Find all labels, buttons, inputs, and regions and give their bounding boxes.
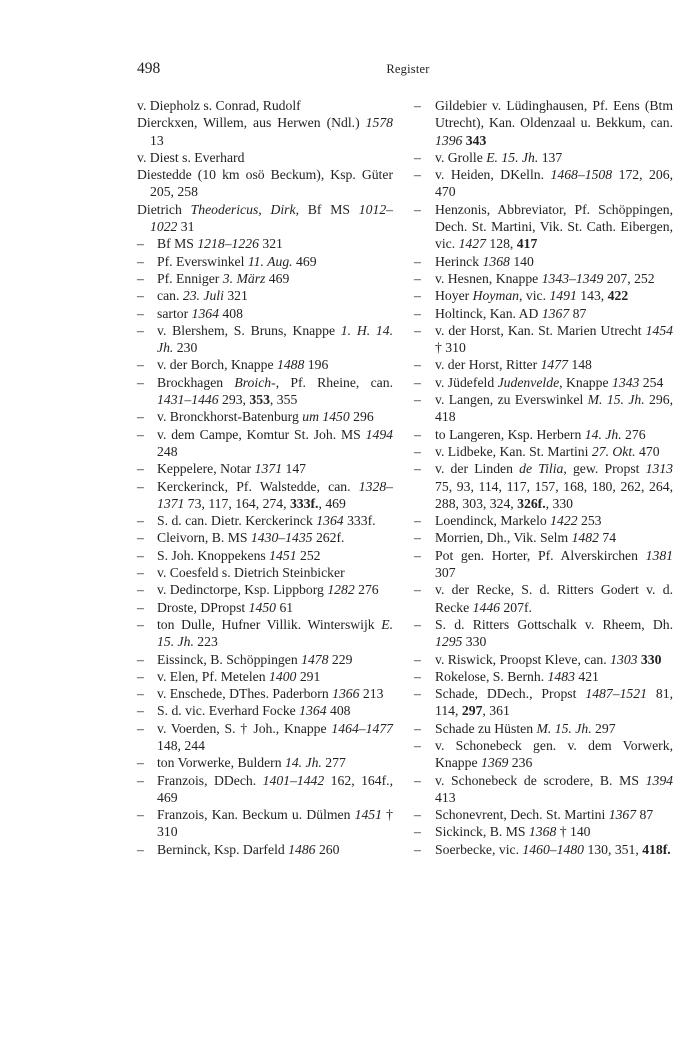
entry-text: Berninck, Ksp. Darfeld 1486 260 [157,841,340,857]
index-entry [414,270,673,287]
entry-text: v. Hesnen, Knappe 1343–1349 207, 252 [435,270,655,286]
entry-dash: – [414,357,421,373]
entry-text: to Langeren, Ksp. Herbern 14. Jh. 276 [435,426,646,442]
entry-text: Diestedde (10 km osö Beckum), Ksp. Güter 205, 258 [137,167,393,200]
entry-text: S. d. vic. Everhard Focke 1364 408 [157,703,351,719]
entry-text: v. der Recke, S. d. Ritters Godert v. d. Recke 1446 207f. [435,582,673,615]
entry-dash: – [414,582,421,598]
entry-text: Bf MS 1218–1226 321 [157,236,283,252]
entry-text: ton Dulle, Hufner Villik. Winterswijk E. 15. Jh. 223 [157,616,393,650]
entry-text: v. Diepholz s. Conrad, Rudolf [137,98,301,113]
index-entry [137,356,393,373]
entry-dash: – [137,530,144,546]
index-entry [137,685,393,702]
index-entry [414,166,673,201]
entry-dash: – [414,547,421,563]
entry-dash: – [414,98,421,113]
index-entry [137,374,393,409]
entry-dash: – [414,668,421,684]
entry-text: Herinck 1368 140 [435,253,534,269]
entry-dash: – [414,807,421,823]
entry-dash: – [414,201,421,217]
entry-text: Pf. Enniger 3. März 469 [157,270,290,286]
page-number: 498 [137,60,161,77]
index-entry [137,564,393,581]
index-entry [137,235,393,252]
entry-text: v. Dedinctorpe, Ksp. Lippborg 1282 276 [157,582,379,598]
index-entry [137,287,393,304]
entry-dash: – [414,426,421,442]
running-head: Register [386,62,430,76]
entry-text: Keppelere, Notar 1371 147 [157,461,306,477]
entry-text: v. der Borch, Knappe 1488 196 [157,357,329,373]
entry-dash: – [137,288,144,304]
entry-text: Brockhagen Broich-, Pf. Rheine, can. 1431–1446 293, 353, 355 [157,374,394,408]
entry-dash: – [414,392,421,408]
entry-text: Soerbecke, vic. 1460–1480 130, 351, 418f. [435,841,671,857]
entry-text: v. Heiden, DKelln. 1468–1508 172, 206, 470 [435,167,673,200]
index-entry [414,512,673,529]
entry-dash: – [137,461,144,477]
entry-dash: – [414,530,421,546]
index-entry [137,668,393,685]
index-entry [414,443,673,460]
entry-text: Pot gen. Horter, Pf. Alverskirchen 1381 307 [435,547,673,581]
index-entry [414,426,673,443]
entry-text: v. Langen, zu Everswinkel M. 15. Jh. 296, 418 [435,392,673,425]
entry-text: v. Elen, Pf. Metelen 1400 291 [157,668,321,684]
entry-dash: – [414,149,421,165]
entry-text: v. Coesfeld s. Dietrich Steinbicker [157,565,345,581]
index-entry [137,253,393,270]
entry-text: Gildebier v. Lüdinghausen, Pf. Eens (Btm Utrecht), Kan. Oldenzaal u. Bekkum, can. 1396 343 [435,98,673,148]
entry-text: v. der Horst, Ritter 1477 148 [435,357,592,373]
entry-dash: – [137,426,144,442]
index-entry [137,460,393,477]
entry-text: Henzonis, Abbreviator, Pf. Schöppingen, Dech. St. Martini, Vik. St. Cath. Eibergen, vic. 1427 128, 417 [435,201,673,252]
index-entry [414,529,673,546]
index-entry [414,651,673,668]
entry-text: Franzois, Kan. Beckum u. Dülmen 1451 † 310 [157,807,393,840]
index-entry [137,772,393,807]
entry-dash: – [137,755,144,771]
index-column-left [137,97,393,858]
entry-text: Holtinck, Kan. AD 1367 87 [435,305,587,321]
index-entry [137,166,393,201]
index-entry [414,581,673,616]
index-entry [137,529,393,546]
index-entry [414,823,673,840]
entry-dash: – [414,374,421,390]
entry-text: S. d. can. Dietr. Kerckerinck 1364 333f. [157,513,376,529]
index-entry [137,201,393,236]
entry-text: v. Schonebeck de scrodere, B. MS 1394 413 [435,772,673,805]
entry-dash: – [137,513,144,529]
entry-dash: – [137,807,144,823]
entry-text: S. d. Ritters Gottschalk v. Rheem, Dh. 1295 330 [435,616,673,650]
entry-dash: – [137,703,144,719]
index-entry [414,201,673,253]
index-entry [137,478,393,513]
entry-text: Pf. Everswinkel 11. Aug. 469 [157,253,317,269]
entry-text: Rokelose, S. Bernh. 1483 421 [435,668,599,684]
entry-text: v. Diest s. Everhard [137,149,245,165]
index-entry [414,460,673,512]
index-entry [414,841,673,858]
entry-dash: – [414,824,421,840]
entry-dash: – [137,253,144,269]
entry-dash: – [414,772,421,788]
entry-text: Dierckxen, Willem, aus Herwen (Ndl.) 1578 13 [137,115,393,148]
index-entry [137,651,393,668]
entry-text: v. Jüdefeld Judenvelde, Knappe 1343 254 [435,374,664,390]
index-entry [414,356,673,373]
index-entry [137,599,393,616]
entry-dash: – [137,236,144,252]
entry-text: Morrien, Dh., Vik. Selm 1482 74 [435,530,617,546]
index-entry [414,305,673,322]
index-entry [414,720,673,737]
index-entry [414,149,673,166]
entry-dash: – [414,737,421,753]
entry-text: v. Bronckhorst-Batenburg um 1450 296 [157,409,374,425]
entry-dash: – [137,772,144,788]
entry-text: v. der Linden de Tilia, gew. Propst 1313 75, 93, 114, 117, 157, 168, 180, 262, 264, 288, 303, 324, 326f., 330 [435,461,674,511]
entry-dash: – [137,409,144,425]
entry-text: Cleivorn, B. MS 1430–1435 262f. [157,530,345,546]
entry-dash: – [414,270,421,286]
entry-text: v. Lidbeke, Kan. St. Martini 27. Okt. 470 [435,443,660,459]
entry-dash: – [137,668,144,684]
entry-text: v. Enschede, DThes. Paderborn 1366 213 [157,686,384,702]
entry-text: sartor 1364 408 [157,305,243,321]
entry-text: Eissinck, B. Schöppingen 1478 229 [157,651,353,667]
entry-text: Schonevrent, Dech. St. Martini 1367 87 [435,807,654,823]
entry-dash: – [414,461,421,477]
entry-text: v. der Horst, Kan. St. Marien Utrecht 1454 † 310 [435,322,673,356]
index-entry [414,806,673,823]
index-entry [137,512,393,529]
entry-text: v. Riswick, Proopst Kleve, can. 1303 330 [435,651,662,667]
entry-text: v. Voerden, S. † Joh., Knappe 1464–1477 148, 244 [157,720,393,753]
entry-dash: – [414,720,421,736]
index-entry [137,720,393,755]
entry-dash: – [137,651,144,667]
index-entry [137,581,393,598]
index-entry [137,426,393,461]
entry-dash: – [137,582,144,598]
entry-text: Kerckerinck, Pf. Walstedde, can. 1328–1371 73, 117, 164, 274, 333f., 469 [157,478,393,511]
entry-dash: – [414,288,421,304]
entry-dash: – [137,305,144,321]
entry-dash: – [137,599,144,615]
index-entry [414,97,673,149]
index-entry [414,374,673,391]
entry-dash: – [414,322,421,338]
entry-dash: – [137,720,144,736]
entry-dash: – [414,253,421,269]
index-entry [414,685,673,720]
index-entry [137,322,393,357]
entry-dash: – [414,686,421,702]
entry-dash: – [414,616,421,632]
entry-dash: – [414,167,421,183]
entry-dash: – [137,322,144,338]
entry-text: can. 23. Juli 321 [157,288,248,304]
entry-text: v. dem Campe, Komtur St. Joh. MS 1494 248 [157,426,393,459]
index-entry [414,253,673,270]
entry-dash: – [137,686,144,702]
entry-dash: – [137,270,144,286]
entry-text: v. Schonebeck gen. v. dem Vorwerk, Knappe 1369 236 [435,737,673,771]
entry-text: Dietrich Theodericus, Dirk, Bf MS 1012–1022 31 [137,201,393,235]
entry-text: Franzois, DDech. 1401–1442 162, 164f., 469 [157,772,394,805]
index-entry [414,287,673,304]
index-entry [137,114,393,149]
index-entry [137,616,393,651]
entry-text: Schade zu Hüsten M. 15. Jh. 297 [435,720,616,736]
entry-dash: – [137,841,144,857]
index-entry [414,737,673,772]
entry-text: S. Joh. Knoppekens 1451 252 [157,547,321,563]
entry-dash: – [414,651,421,667]
entry-dash: – [137,357,144,373]
index-entry [137,754,393,771]
entry-dash: – [414,443,421,459]
index-entry [137,806,393,841]
entry-dash: – [137,616,144,632]
index-entry [137,702,393,719]
index-entry [137,547,393,564]
index-entry [137,97,393,114]
entry-dash: – [414,513,421,529]
entry-dash: – [137,565,144,581]
entry-text: v. Grolle E. 15. Jh. 137 [435,149,563,165]
entry-text: Sickinck, B. MS 1368 † 140 [435,824,591,840]
index-entry [137,305,393,322]
entry-text: Hoyer Hoyman, vic. 1491 143, 422 [435,288,629,304]
entry-text: v. Blershem, S. Bruns, Knappe 1. H. 14. Jh. 230 [157,322,394,356]
index-column-right [414,97,673,858]
entry-dash: – [137,547,144,563]
index-entry [137,841,393,858]
index-entry [137,270,393,287]
entry-dash: – [414,305,421,321]
entry-dash: – [137,374,144,390]
index-entry [137,408,393,425]
index-entry [414,668,673,685]
index-entry [414,772,673,807]
entry-text: ton Vorwerke, Buldern 14. Jh. 277 [157,755,346,771]
index-entry [414,547,673,582]
index-entry [137,149,393,166]
entry-dash: – [414,841,421,857]
entry-text: Loendinck, Markelo 1422 253 [435,513,602,529]
index-entry [414,322,673,357]
entry-dash: – [137,478,144,494]
index-entry [414,616,673,651]
entry-text: Schade, DDech., Propst 1487–1521 81, 114, 297, 361 [435,686,673,719]
index-entry [414,391,673,426]
entry-text: Droste, DPropst 1450 61 [157,599,294,615]
